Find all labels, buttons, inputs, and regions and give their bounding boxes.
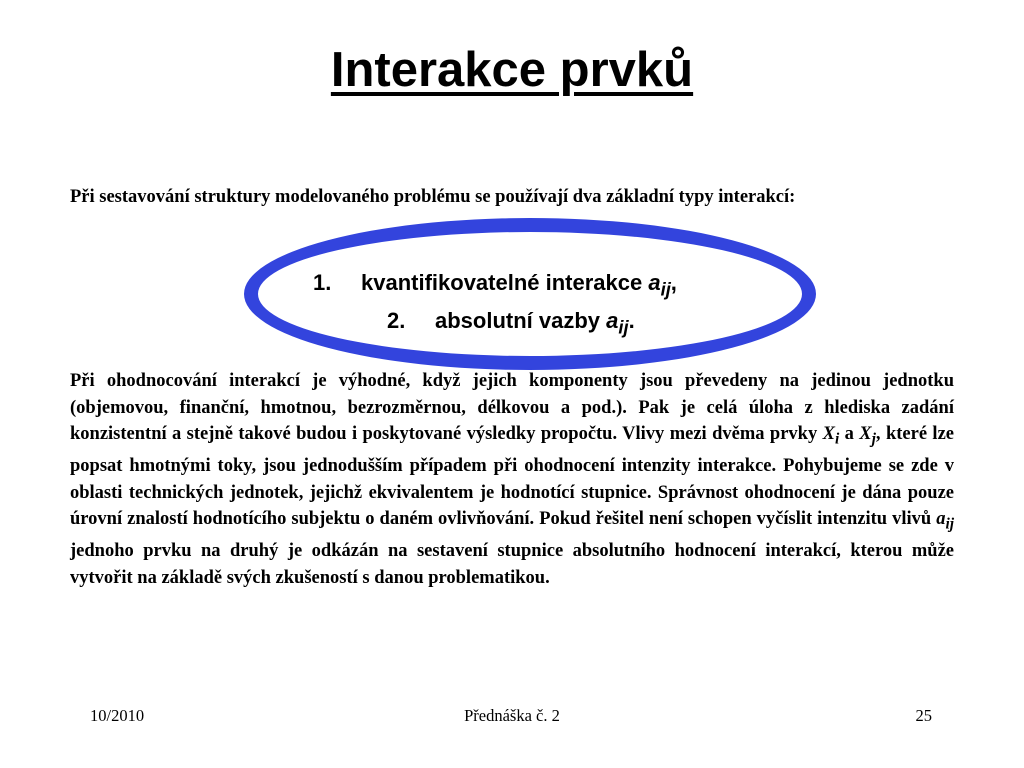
body-paragraph <box>70 368 954 591</box>
body-text-part1: Při ohodnocování interakcí je výhodné, když jejich komponenty jsou převedeny na jedinou jednotku (objemovou, finanční, hmotnou, bezrozměrnou, délkovou a pod.). Pak je celá úloha z hlediska zadání konzistentní a stejně takové budou i poskytované výsledky propočtu. Vlivy mezi dvěma prvky <box>70 371 954 444</box>
footer-lecture: Přednáška č. 2 <box>464 706 560 725</box>
subscript-i: i <box>834 430 840 448</box>
list-punct: . <box>628 308 635 333</box>
variable-x: X <box>822 424 835 444</box>
variable-a: a <box>606 308 619 333</box>
footer-date: 10/2010 <box>90 706 145 725</box>
subscript-ij: ij <box>618 316 629 338</box>
subscript-ij: ij <box>945 515 954 533</box>
body-text-part3: jednoho prvku na druhý je odkázán na sestavení stupnice absolutního hodnocení interakcí, kterou může vytvořit na základě svých zkušeností s danou problematikou. <box>70 541 954 588</box>
variable-a: a <box>936 509 946 530</box>
list-number: 2. <box>387 308 406 333</box>
intro-paragraph: Při sestavování struktury modelovaného problému se používají dva základní typy interakcí: <box>70 187 796 207</box>
body-text-and: a <box>839 424 860 444</box>
list-number: 1. <box>313 270 332 295</box>
list-item-2 <box>387 308 635 338</box>
subscript-ij: ij <box>660 278 671 300</box>
list-text: absolutní vazby <box>435 308 607 333</box>
footer-page-number: 25 <box>915 706 932 725</box>
variable-x: X <box>859 424 872 444</box>
list-punct: , <box>670 270 677 295</box>
slide-title: Interakce prvků <box>330 43 694 97</box>
body-text-part2: , které lze popsat hmotnými toky, jsou jednodušším případem při ohodnocení intenzity interakce. Pohybujeme se zde v oblasti technických jednotek, jejichž ekvivalentem je hodnotící stupnice. Správnost ohodnocení je dána pouze úrovní znalostí hodnotícího subjektu o daném ovlivňování. Pokud řešitel není schopen vyčíslit intenzitu vlivů <box>70 424 954 530</box>
variable-a: a <box>648 270 661 295</box>
list-item-1 <box>313 270 677 300</box>
list-text: kvantifikovatelné interakce <box>361 270 649 295</box>
subscript-j: j <box>871 430 876 448</box>
